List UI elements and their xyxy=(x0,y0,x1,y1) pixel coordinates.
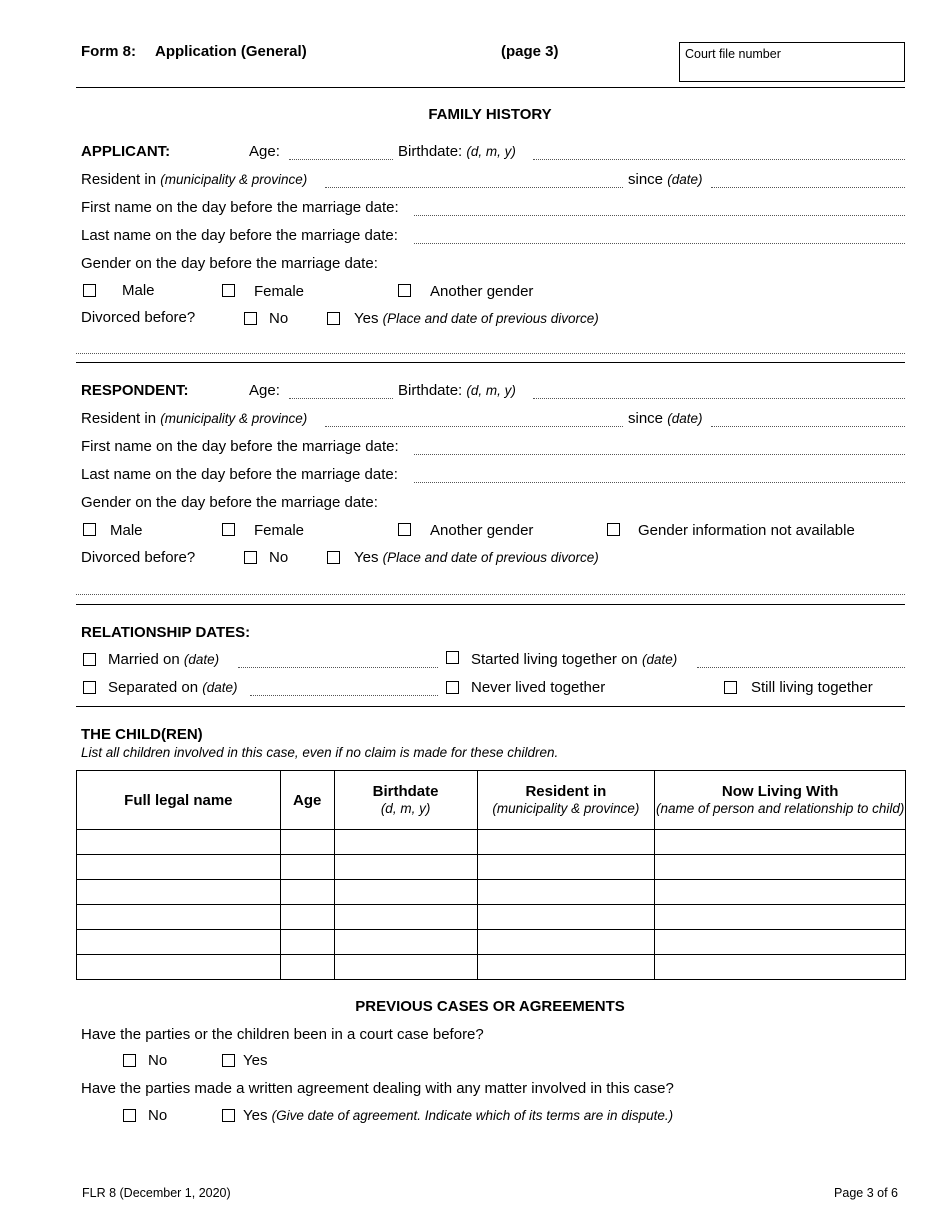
separated-date-input[interactable] xyxy=(250,695,438,696)
applicant-last-name-label: Last name on the day before the marriage date: xyxy=(81,227,398,244)
applicant-heading: APPLICANT: xyxy=(81,143,171,160)
table-row xyxy=(77,880,906,905)
respondent-divorced-yes-checkbox[interactable] xyxy=(327,551,340,564)
relationship-heading: RELATIONSHIP DATES: xyxy=(81,624,251,641)
previous-q1-yes-checkbox[interactable] xyxy=(222,1054,235,1067)
table-cell[interactable] xyxy=(77,955,281,980)
table-cell[interactable] xyxy=(655,905,906,930)
col-resident-in: Resident in (municipality & province) xyxy=(477,771,655,830)
respondent-resident-input[interactable] xyxy=(325,426,623,427)
court-file-number-field[interactable] xyxy=(679,42,905,82)
respondent-gender-na-label: Gender information not available xyxy=(638,522,855,539)
table-cell[interactable] xyxy=(77,930,281,955)
married-date-input[interactable] xyxy=(238,667,438,668)
court-file-number-label: Court file number xyxy=(685,47,781,61)
applicant-age-label: Age: xyxy=(249,143,280,160)
form-title: Application (General) xyxy=(155,43,307,60)
table-cell[interactable] xyxy=(334,855,477,880)
still-living-together-checkbox[interactable] xyxy=(724,681,737,694)
children-table-header xyxy=(77,771,906,830)
applicant-since-label: since (date) xyxy=(628,171,703,188)
table-cell[interactable] xyxy=(280,905,334,930)
never-lived-together-label: Never lived together xyxy=(471,679,606,696)
respondent-another-gender-checkbox[interactable] xyxy=(398,523,411,536)
table-cell[interactable] xyxy=(655,930,906,955)
table-row xyxy=(77,830,906,855)
previous-q1-no-label: No xyxy=(148,1052,168,1069)
form-number: Form 8: xyxy=(81,43,137,60)
respondent-another-gender-label: Another gender xyxy=(430,522,534,539)
table-cell[interactable] xyxy=(334,905,477,930)
respondent-divorced-no-label: No xyxy=(269,549,289,566)
table-cell[interactable] xyxy=(77,905,281,930)
family-history-title: FAMILY HISTORY xyxy=(428,106,552,123)
children-table xyxy=(76,770,906,980)
previous-cases-heading: PREVIOUS CASES OR AGREEMENTS xyxy=(355,998,625,1015)
table-cell[interactable] xyxy=(477,830,655,855)
table-row xyxy=(77,930,906,955)
footer-form-ref: FLR 8 (December 1, 2020) xyxy=(82,1186,231,1200)
page-label: (page 3) xyxy=(501,43,559,60)
applicant-female-label: Female xyxy=(254,283,305,300)
previous-q2-yes-label: Yes (Give date of agreement. Indicate which of its terms are in dispute.) xyxy=(243,1107,674,1124)
respondent-age-input[interactable] xyxy=(289,398,393,399)
applicant-male-label: Male xyxy=(122,282,155,299)
table-cell[interactable] xyxy=(477,855,655,880)
respondent-divorced-label: Divorced before? xyxy=(81,549,196,566)
table-cell[interactable] xyxy=(280,930,334,955)
applicant-female-checkbox[interactable] xyxy=(222,284,235,297)
started-living-label: Started living together on (date) xyxy=(471,651,678,668)
never-lived-together-checkbox[interactable] xyxy=(446,681,459,694)
table-cell[interactable] xyxy=(77,830,281,855)
table-cell[interactable] xyxy=(77,855,281,880)
table-cell[interactable] xyxy=(334,880,477,905)
respondent-male-checkbox[interactable] xyxy=(83,523,96,536)
table-row xyxy=(77,955,906,980)
separated-checkbox[interactable] xyxy=(83,681,96,694)
applicant-resident-label: Resident in (municipality & province) xyxy=(81,171,308,188)
respondent-female-checkbox[interactable] xyxy=(222,523,235,536)
table-cell[interactable] xyxy=(655,880,906,905)
table-cell[interactable] xyxy=(477,955,655,980)
respondent-birthdate-input[interactable] xyxy=(533,398,905,399)
respondent-divorced-yes-label: Yes (Place and date of previous divorce) xyxy=(354,549,599,566)
table-cell[interactable] xyxy=(334,955,477,980)
table-cell[interactable] xyxy=(280,830,334,855)
applicant-birthdate-input[interactable] xyxy=(533,159,905,160)
col-age: Age xyxy=(280,771,334,830)
table-cell[interactable] xyxy=(655,830,906,855)
table-cell[interactable] xyxy=(477,880,655,905)
respondent-birthdate-label: Birthdate: (d, m, y) xyxy=(398,382,516,399)
respondent-since-input[interactable] xyxy=(711,426,905,427)
respondent-divorced-no-checkbox[interactable] xyxy=(244,551,257,564)
table-cell[interactable] xyxy=(334,930,477,955)
table-cell[interactable] xyxy=(477,905,655,930)
table-cell[interactable] xyxy=(280,955,334,980)
respondent-first-name-input[interactable] xyxy=(414,454,905,455)
respondent-gender-na-checkbox[interactable] xyxy=(607,523,620,536)
applicant-divorced-no-label: No xyxy=(269,310,289,327)
table-cell[interactable] xyxy=(280,880,334,905)
table-cell[interactable] xyxy=(280,855,334,880)
table-cell[interactable] xyxy=(477,930,655,955)
started-living-checkbox[interactable] xyxy=(446,651,459,664)
table-cell[interactable] xyxy=(655,955,906,980)
started-living-date-input[interactable] xyxy=(697,667,905,668)
applicant-first-name-label: First name on the day before the marriage date: xyxy=(81,199,399,216)
applicant-male-checkbox[interactable] xyxy=(83,284,96,297)
applicant-divorce-details-input[interactable] xyxy=(76,353,905,354)
col-now-living-with: Now Living With (name of person and relationship to child) xyxy=(655,771,906,830)
respondent-divorce-details-input[interactable] xyxy=(76,594,905,595)
applicant-since-input[interactable] xyxy=(711,187,905,188)
applicant-age-input[interactable] xyxy=(289,159,393,160)
respondent-heading: RESPONDENT: xyxy=(81,382,189,399)
col-birthdate: Birthdate (d, m, y) xyxy=(334,771,477,830)
applicant-first-name-input[interactable] xyxy=(414,215,905,216)
col-full-legal-name: Full legal name xyxy=(77,771,281,830)
applicant-last-name-input[interactable] xyxy=(414,243,905,244)
applicant-divorced-label: Divorced before? xyxy=(81,309,196,326)
respondent-last-name-input[interactable] xyxy=(414,482,905,483)
applicant-divider xyxy=(76,362,905,363)
table-row xyxy=(77,905,906,930)
still-living-together-label: Still living together xyxy=(751,679,873,696)
table-cell[interactable] xyxy=(655,855,906,880)
header-divider xyxy=(76,87,905,88)
previous-q1-yes-label: Yes xyxy=(243,1052,268,1069)
table-cell[interactable] xyxy=(334,830,477,855)
applicant-another-gender-checkbox[interactable] xyxy=(398,284,411,297)
married-checkbox[interactable] xyxy=(83,653,96,666)
respondent-since-label: since (date) xyxy=(628,410,703,427)
children-note: List all children involved in this case, even if no claim is made for these children. xyxy=(81,745,559,760)
previous-q1-label: Have the parties or the children been in a court case before? xyxy=(81,1026,484,1043)
table-cell[interactable] xyxy=(77,880,281,905)
previous-q2-yes-checkbox[interactable] xyxy=(222,1109,235,1122)
respondent-divider xyxy=(76,604,905,605)
previous-q2-label: Have the parties made a written agreement dealing with any matter involved in this case? xyxy=(81,1080,674,1097)
children-heading: THE CHILD(REN) xyxy=(81,726,203,743)
applicant-divorced-yes-checkbox[interactable] xyxy=(327,312,340,325)
separated-label: Separated on (date) xyxy=(108,679,238,696)
married-label: Married on (date) xyxy=(108,651,220,668)
applicant-birthdate-label: Birthdate: (d, m, y) xyxy=(398,143,516,160)
respondent-gender-label: Gender on the day before the marriage date: xyxy=(81,494,378,511)
previous-q2-no-checkbox[interactable] xyxy=(123,1109,136,1122)
relationship-divider xyxy=(76,706,905,707)
footer-page-number: Page 3 of 6 xyxy=(834,1186,898,1200)
applicant-divorced-no-checkbox[interactable] xyxy=(244,312,257,325)
previous-q2-no-label: No xyxy=(148,1107,168,1124)
respondent-age-label: Age: xyxy=(249,382,280,399)
respondent-first-name-label: First name on the day before the marriage date: xyxy=(81,438,399,455)
applicant-another-gender-label: Another gender xyxy=(430,283,534,300)
applicant-gender-label: Gender on the day before the marriage date: xyxy=(81,255,378,272)
respondent-resident-label: Resident in (municipality & province) xyxy=(81,410,308,427)
applicant-divorced-yes-label: Yes (Place and date of previous divorce) xyxy=(354,310,599,327)
previous-q1-no-checkbox[interactable] xyxy=(123,1054,136,1067)
respondent-last-name-label: Last name on the day before the marriage date: xyxy=(81,466,398,483)
respondent-male-label: Male xyxy=(110,522,143,539)
respondent-female-label: Female xyxy=(254,522,305,539)
applicant-resident-input[interactable] xyxy=(325,187,623,188)
table-row xyxy=(77,855,906,880)
